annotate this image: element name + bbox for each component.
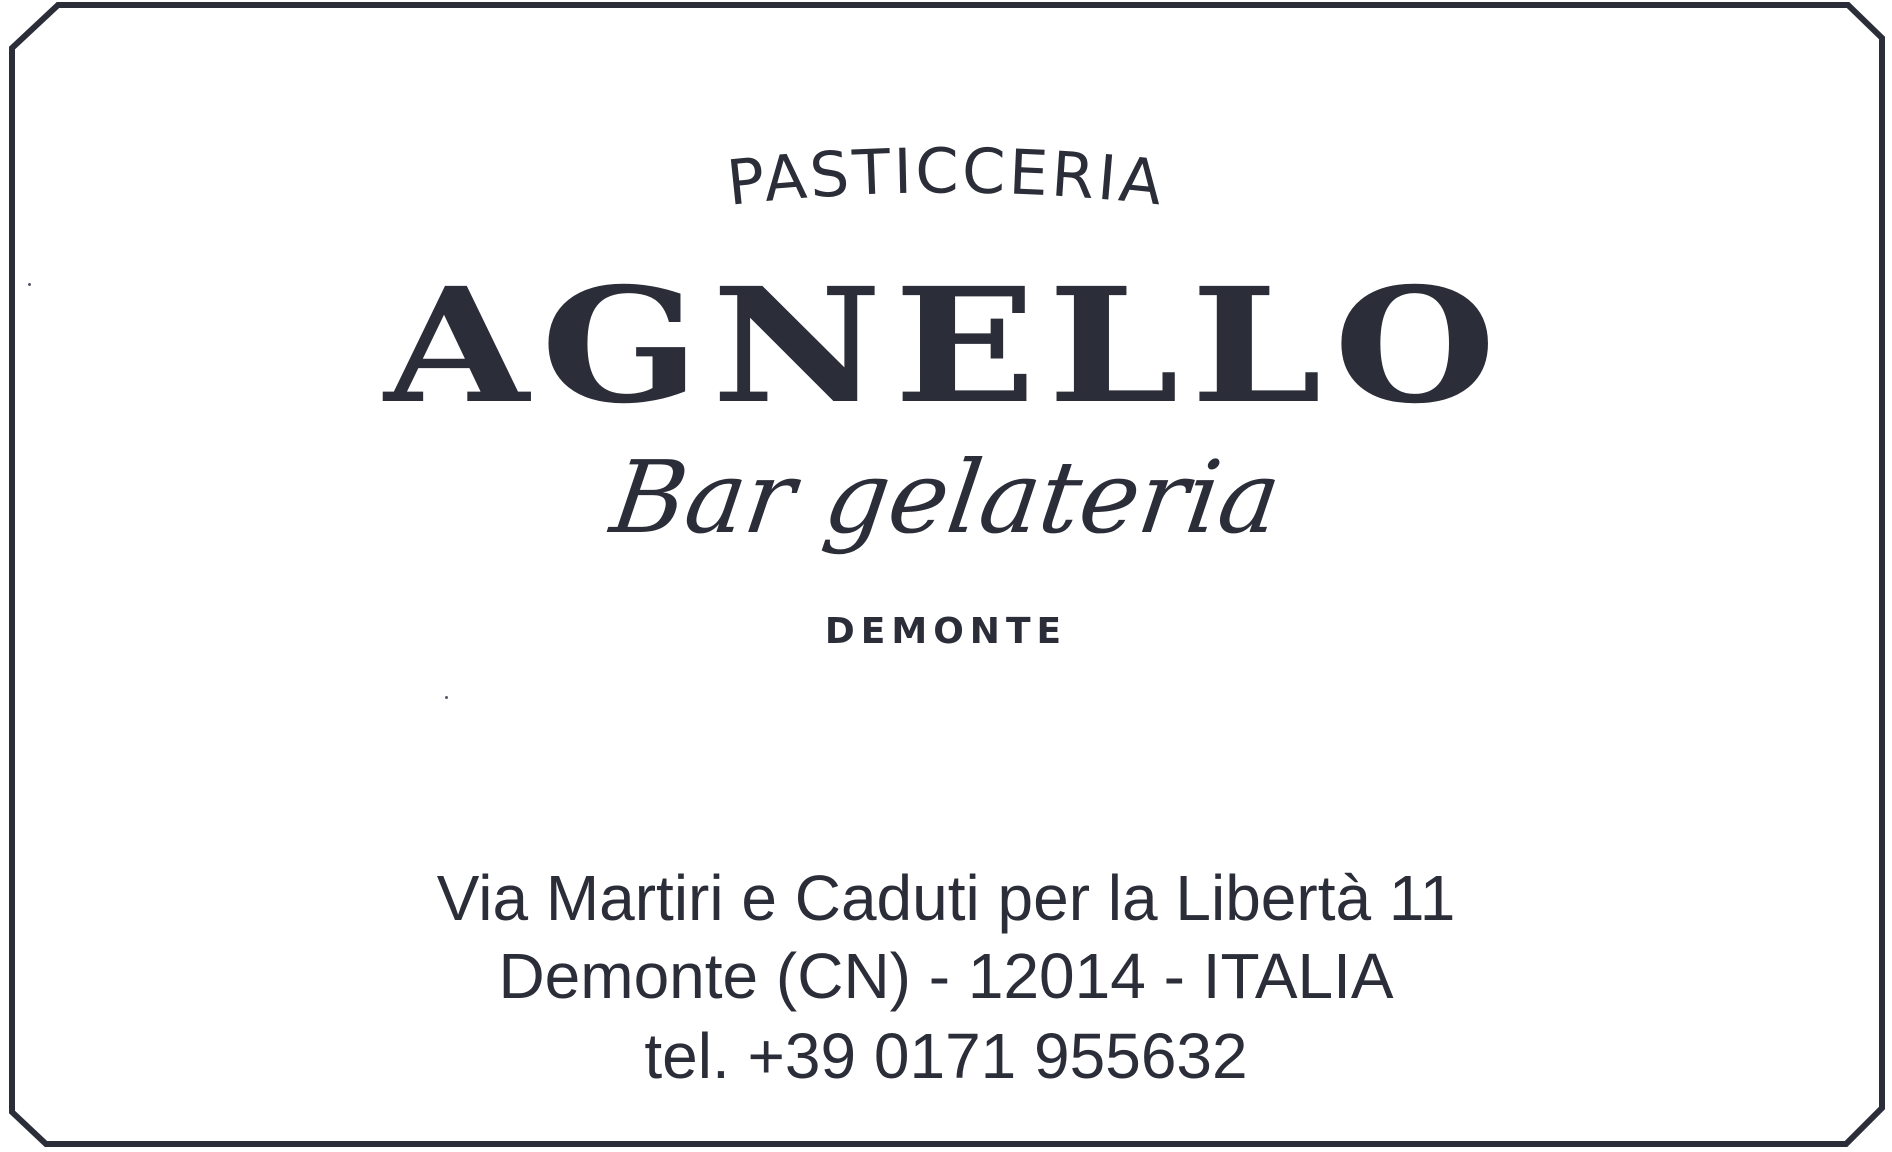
paper-speck: [28, 283, 31, 286]
phone-number: tel. +39 0171 955632: [644, 1020, 1248, 1092]
svg-text:PASTICCERIA: [723, 134, 1168, 219]
category-arc: [566, 120, 1326, 250]
category-heading: [0, 120, 1892, 250]
address-street: Via Martiri e Caduti per la Libertà 11: [436, 862, 1456, 934]
subtitle-script: Bar gelateria: [604, 439, 1288, 556]
address-city: Demonte (CN) - 12014 - ITALIA: [498, 940, 1394, 1012]
paper-speck: [445, 696, 448, 699]
town-label: DEMONTE: [824, 611, 1068, 652]
category-text: PASTICCERIA: [723, 134, 1169, 220]
brand-name: AGNELLO: [384, 254, 1508, 439]
